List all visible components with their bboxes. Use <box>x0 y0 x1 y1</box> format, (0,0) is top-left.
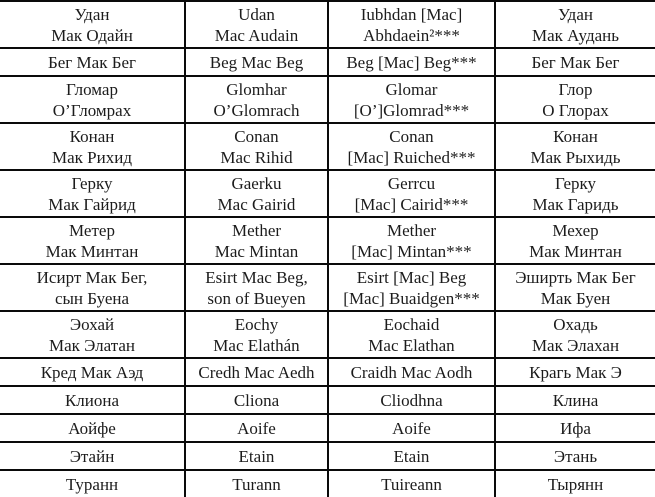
cell-line: Глор <box>558 79 593 99</box>
cell-line: Клина <box>552 390 599 410</box>
cell-line: Etain <box>393 446 430 466</box>
table-cell <box>328 386 495 414</box>
cell-line: Beg Mac Beg <box>209 52 304 72</box>
cell-line: Бег Мак Бег <box>531 52 620 72</box>
cell-line: Мак Гаридь <box>532 194 619 214</box>
cell-line: Гломар <box>66 79 118 99</box>
cell-line: [O’]Glomrad*** <box>353 100 470 120</box>
cell-line: Туранн <box>65 475 119 494</box>
table-row <box>0 123 655 170</box>
cell-line: Мак Гайрид <box>48 194 136 214</box>
cell-line: Эохай <box>69 314 115 334</box>
cell-line: Мак Аудань <box>531 25 620 45</box>
table-cell <box>0 414 185 442</box>
cell-line: Mether <box>386 220 437 240</box>
table-cell <box>328 264 495 311</box>
cell-line: Исирт Мак Бег, <box>36 267 148 287</box>
table-cell <box>185 386 328 414</box>
cell-line: Мак Минтан <box>529 241 622 261</box>
cell-line: Этань <box>553 446 598 466</box>
cell-line: Craidh Mac Aodh <box>350 362 473 382</box>
cell-line: Mac Rihid <box>220 147 293 167</box>
table-row <box>0 264 655 311</box>
cell-line: Удан <box>74 4 110 24</box>
table-cell <box>185 76 328 123</box>
table-cell <box>495 442 655 470</box>
table-cell <box>185 48 328 76</box>
cell-line: Etain <box>238 446 275 466</box>
cell-line: Охадь <box>553 314 598 334</box>
cell-line: Крагь Мак Э <box>529 362 622 382</box>
cell-line: Мак Одайн <box>51 25 133 45</box>
cell-line: Бег Мак Бег <box>48 52 136 72</box>
table-cell <box>495 123 655 170</box>
cell-line: Glomar <box>385 79 438 99</box>
table-cell <box>328 358 495 386</box>
table-cell <box>495 470 655 497</box>
table-row <box>0 414 655 442</box>
table-row <box>0 470 655 497</box>
table-cell <box>0 170 185 217</box>
table-row <box>0 386 655 414</box>
cell-line: Мак Буен <box>540 288 611 308</box>
table-cell <box>328 442 495 470</box>
cell-line: Beg [Mac] Beg*** <box>346 52 477 72</box>
cell-line: Gerrcu <box>387 173 436 193</box>
table-cell <box>0 123 185 170</box>
table-cell <box>185 311 328 358</box>
cell-line: Tuireann <box>381 475 442 494</box>
cell-line: Герку <box>554 173 597 193</box>
cell-line: Eochy <box>234 314 279 334</box>
table-row <box>0 48 655 76</box>
table-row <box>0 358 655 386</box>
table-cell <box>185 123 328 170</box>
cell-line: Esirt Mac Beg, <box>205 267 308 287</box>
cell-line: Удан <box>558 4 593 24</box>
cell-line: [Mac] Ruiched*** <box>347 147 476 167</box>
cell-line: Кред Мак Аэд <box>40 362 144 382</box>
cell-line: Конан <box>69 126 115 146</box>
cell-line: Turann <box>232 475 281 494</box>
table-cell <box>185 470 328 497</box>
table-cell <box>495 311 655 358</box>
table-cell <box>185 217 328 264</box>
cell-line: Метер <box>69 220 115 240</box>
cell-line: Iubhdan [Mac] <box>360 4 463 24</box>
table-cell <box>0 442 185 470</box>
table-cell <box>495 264 655 311</box>
cell-line: Эширть Мак Бег <box>515 267 636 287</box>
table-cell <box>0 48 185 76</box>
cell-line: Мак Рыхидь <box>530 147 621 167</box>
cell-line: Мак Минтан <box>45 241 139 261</box>
cell-line: Этайн <box>69 446 115 466</box>
cell-line: Mether <box>231 220 282 240</box>
table-cell <box>328 470 495 497</box>
cell-line: сын Буена <box>54 288 130 308</box>
table-cell <box>328 217 495 264</box>
cell-line: О Глорах <box>542 100 609 120</box>
cell-line: [Mac] Buaidgen*** <box>343 288 480 308</box>
cell-line: Герку <box>71 173 113 193</box>
table-row <box>0 1 655 48</box>
cell-line: О’Гломрах <box>52 100 132 120</box>
cell-line: Mac Elathan <box>368 335 455 355</box>
table-cell <box>328 1 495 48</box>
table-cell <box>0 386 185 414</box>
cell-line: Glomhar <box>226 79 287 99</box>
cell-line: Esirt [Mac] Beg <box>356 267 467 287</box>
cell-line: Aoife <box>237 418 276 438</box>
table-cell <box>185 442 328 470</box>
cell-line: Mac Elathán <box>213 335 300 355</box>
cell-line: Abhdaein²*** <box>363 25 460 45</box>
cell-line: Ифа <box>560 418 591 438</box>
table-row <box>0 76 655 123</box>
table-cell <box>495 170 655 217</box>
table-cell <box>0 358 185 386</box>
cell-line: Mac Gairid <box>217 194 296 214</box>
table-cell <box>185 414 328 442</box>
cell-line: Mac Mintan <box>214 241 299 261</box>
cell-line: Мак Рихид <box>52 147 132 167</box>
cell-line: Udan <box>238 4 275 24</box>
table-cell <box>495 76 655 123</box>
table-row <box>0 442 655 470</box>
cell-line: Тырянн <box>547 475 604 494</box>
table-cell <box>495 358 655 386</box>
cell-line: Мехер <box>552 220 599 240</box>
cell-line: Gaerku <box>231 173 282 193</box>
cell-line: Conan <box>234 126 279 146</box>
table-cell <box>495 1 655 48</box>
table-cell <box>328 48 495 76</box>
table-cell <box>328 76 495 123</box>
table-row <box>0 217 655 264</box>
cell-line: Credh Mac Aedh <box>198 362 315 382</box>
table-cell <box>0 264 185 311</box>
table-cell <box>328 414 495 442</box>
table-cell <box>328 123 495 170</box>
table-cell <box>185 1 328 48</box>
table-cell <box>328 311 495 358</box>
cell-line: [Mac] Cairid*** <box>354 194 469 214</box>
cell-line: Мак Элатан <box>48 335 136 355</box>
cell-line: Cliodhna <box>380 390 443 410</box>
cell-line: Aoife <box>392 418 431 438</box>
table-cell <box>0 76 185 123</box>
cell-line: O’Glomrach <box>213 100 300 120</box>
table-cell <box>328 170 495 217</box>
cell-line: Мак Элахан <box>531 335 620 355</box>
cell-line: Клиона <box>64 390 120 410</box>
cell-line: son of Bueyen <box>207 288 306 308</box>
table-cell <box>0 1 185 48</box>
cell-line: Конан <box>553 126 598 146</box>
table-cell <box>185 358 328 386</box>
table-cell <box>0 311 185 358</box>
table-cell <box>495 217 655 264</box>
table-cell <box>495 48 655 76</box>
table-body <box>0 1 655 497</box>
table-row <box>0 311 655 358</box>
cell-line: Mac Audain <box>214 25 299 45</box>
cell-line: [Mac] Mintan*** <box>351 241 472 261</box>
table-cell <box>185 170 328 217</box>
cell-line: Eochaid <box>383 314 440 334</box>
cell-line: Conan <box>389 126 434 146</box>
table-cell <box>0 217 185 264</box>
cell-line: Cliona <box>233 390 280 410</box>
table-cell <box>0 470 185 497</box>
cell-line: Аойфе <box>68 418 116 438</box>
table-cell <box>495 414 655 442</box>
table-row <box>0 170 655 217</box>
table-cell <box>495 386 655 414</box>
table-cell <box>185 264 328 311</box>
